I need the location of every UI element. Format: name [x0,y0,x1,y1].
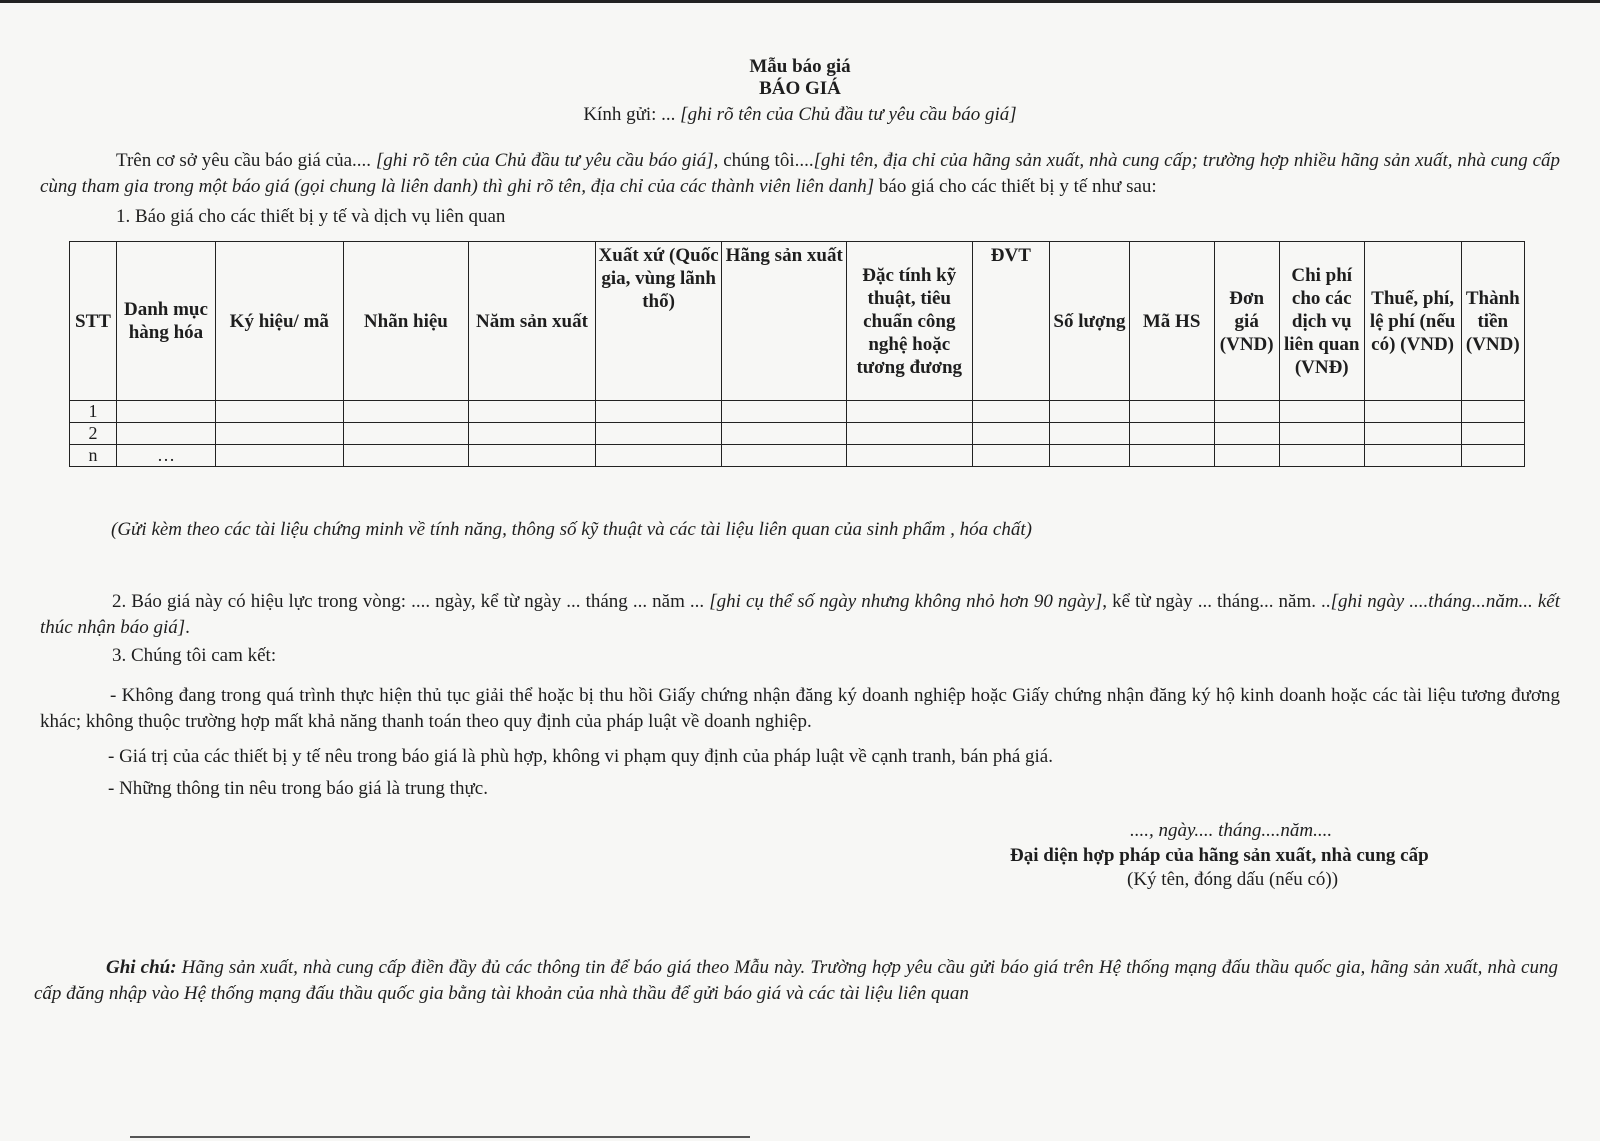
col-header-service-cost: Chi phí cho các dịch vụ liên quan (VNĐ) [1279,242,1364,401]
section-2-paragraph: 2. Báo giá này có hiệu lực trong vòng: .... ngày, kể từ ngày ... tháng ... năm ... [ghi cụ thể số ngày nhưng không nhỏ hơn 90 ngày], kể từ ngày ... tháng... năm. ..[ghi ngày ....tháng...năm... kết thúc nhận báo giá]. [40,591,1560,638]
footer-note-label: Ghi chú: [106,957,177,978]
col-header-item: Danh mục hàng hóa [116,242,215,401]
cell-stt: n [70,445,117,467]
col-header-manufacturer: Hãng sản xuất [722,242,847,401]
document-title: BÁO GIÁ [759,78,841,99]
commitment-item: - Không đang trong quá trình thực hiện thủ tục giải thể hoặc bị thu hồi Giấy chứng nhận đăng ký doanh nghiệp hoặc Giấy chứng nhận đăng ký hộ kinh doanh hoặc các tài liệu tương đương khác; không thuộc trường hợp mất khả năng thanh toán theo quy định của pháp luật về doanh nghiệp. [40,685,1560,732]
col-header-total: Thành tiền (VND) [1461,242,1524,401]
col-header-hs-code: Mã HS [1129,242,1214,401]
commitment-item: - Những thông tin nêu trong báo giá là trung thực. [108,778,488,799]
bottom-border-line [130,1136,750,1138]
intro-paragraph: Trên cơ sở yêu cầu báo giá của.... [ghi rõ tên của Chủ đầu tư yêu cầu báo giá], chúng tôi....[ghi tên, địa chỉ của hãng sản xuất, nhà cung cấp; trường hợp nhiều hãng sản xuất, nhà cung cấp cùng tham gia trong một báo giá (gọi chung là liên danh) thì ghi rõ tên, địa chỉ của các thành viên liên danh] báo giá cho các thiết bị y tế như sau: [40,150,1561,197]
form-name: Mẫu báo giá [749,56,851,77]
attachment-note: (Gửi kèm theo các tài liệu chứng minh về tính năng, thông số kỹ thuật và các tài liệu liên quan của sinh phẩm , hóa chất) [111,519,1032,540]
cell-stt: 1 [70,401,117,423]
col-header-year: Năm sản xuất [469,242,596,401]
col-header-tax: Thuế, phí, lệ phí (nếu có) (VND) [1364,242,1461,401]
signature-title: Đại diện hợp pháp của hãng sản xuất, nhà cung cấp [1010,845,1429,866]
table-row [70,401,1525,423]
top-border-line [0,0,1600,3]
section-1-heading: 1. Báo giá cho các thiết bị y tế và dịch vụ liên quan [116,206,506,227]
table-row [70,445,1525,467]
footer-note-text: Hãng sản xuất, nhà cung cấp điền đầy đủ các thông tin để báo giá theo Mẫu này. Trường hợp yêu cầu gửi báo giá trên Hệ thống mạng đấu thầu quốc gia, hãng sản xuất, nhà cung cấp đăng nhập vào Hệ thống mạng đấu thầu quốc gia bằng tài khoản của nhà thầu để gửi báo giá và các tài liệu liên quan [34,957,1558,1004]
table-header-row [70,242,1525,401]
cell-item [116,401,215,423]
signature-date-line: ...., ngày.... tháng....năm.... [1130,820,1333,841]
col-header-unit-price: Đơn giá (VND) [1214,242,1279,401]
col-header-unit: ĐVT [972,242,1050,401]
cell-item [116,423,215,445]
commitment-item: - Giá trị của các thiết bị y tế nêu trong báo giá là phù hợp, không vi phạm quy định của pháp luật về cạnh tranh, bán phá giá. [108,746,1053,767]
col-header-quantity: Số lượng [1050,242,1130,401]
footer-note [34,955,1558,1007]
col-header-brand: Nhãn hiệu [343,242,469,401]
col-header-code: Ký hiệu/ mã [215,242,343,401]
cell-item: … [116,445,215,467]
cell-stt: 2 [70,423,117,445]
table-row [70,423,1525,445]
col-header-origin: Xuất xứ (Quốc gia, vùng lãnh thổ) [595,242,722,401]
col-header-specs: Đặc tính kỹ thuật, tiêu chuẩn công nghệ hoặc tương đương [846,242,972,401]
signature-note: (Ký tên, đóng dấu (nếu có)) [1127,869,1339,890]
quotation-table [69,241,1525,467]
col-header-stt: STT [70,242,117,401]
section-3-heading: 3. Chúng tôi cam kết: [112,645,277,666]
addressee-line: Kính gửi: ... [ghi rõ tên của Chủ đầu tư yêu cầu báo giá] [583,104,1017,125]
